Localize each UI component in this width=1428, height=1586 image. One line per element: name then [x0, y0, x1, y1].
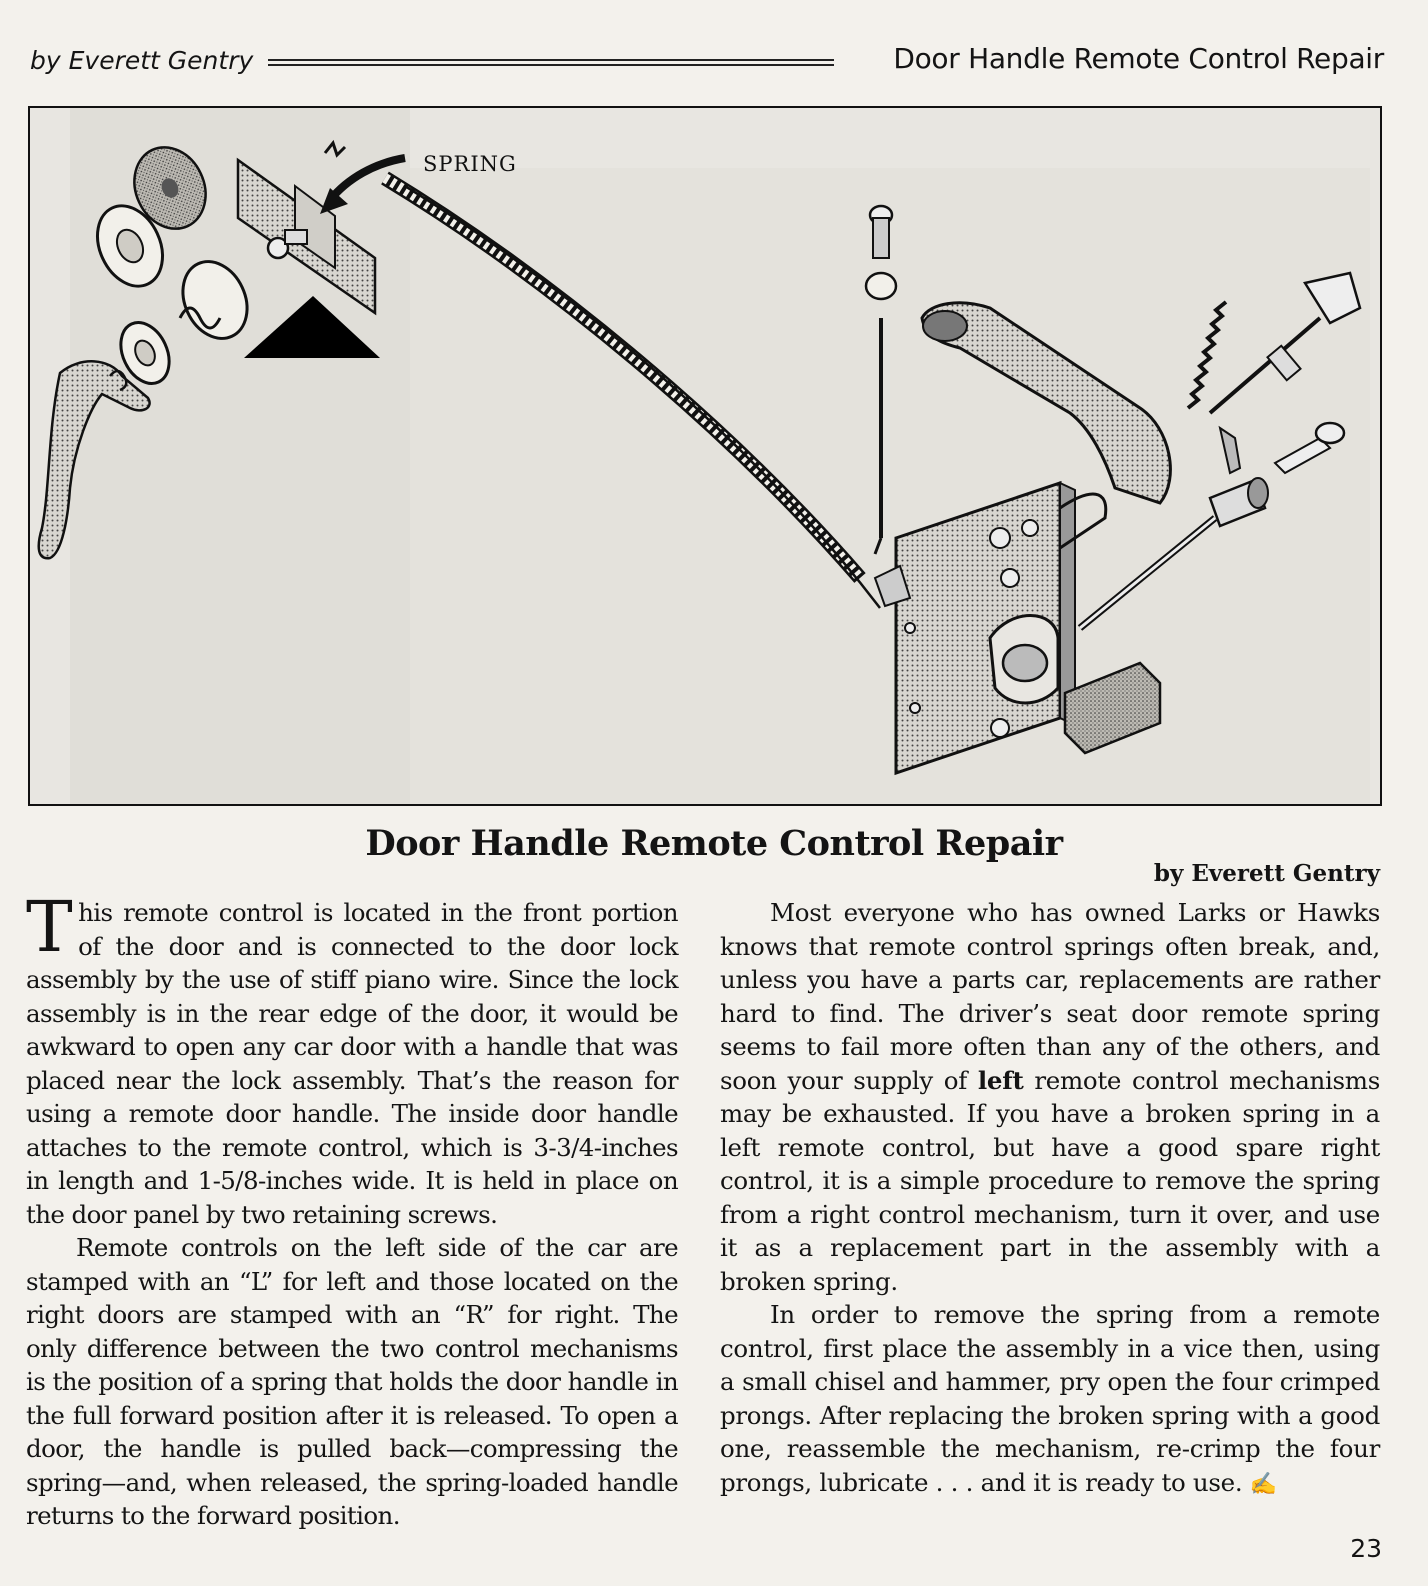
right-paragraph-1-part-a: Most everyone who has owned Larks or Hawks knows that remote control springs often break, and, unless you have a parts car, replacements are rather hard to find. The driver’s seat door remote spring seems to fail more often than any of the others, and soon your supply of: [720, 898, 1380, 1095]
door-handle-parts-illustration: [30, 108, 1380, 804]
header-rule: [268, 59, 834, 66]
figure-label-spring: SPRING: [423, 152, 517, 176]
article-byline: by Everett Gentry: [1153, 860, 1380, 887]
article-title: Door Handle Remote Control Repair: [365, 823, 1063, 864]
dropcap: T: [26, 886, 73, 968]
header-author: by Everett Gentry: [30, 46, 254, 75]
right-paragraph-2: [720, 1298, 1380, 1501]
right-paragraph-1-part-b: remote control mechanisms may be exhausted. If you have a broken spring in a left remote control, but have a good spare right control, it is a simple procedure to remove the spring from a right control mechanism, turn it over, and use it as a replacement part in the assembly with a broken spring.: [720, 1065, 1380, 1296]
left-paragraph-1-text: his remote control is located in the front portion of the door and is connected to the door lock assembly by the use of stiff piano wire. Since the lock assembly is in the rear edge of the door, it would be awkward to open any car door with a handle that was placed near the lock assembly. That’s the reason for using a remote door handle. The inside door handle attaches to the remote control, which is 3-3/4-inches in length and 1-5/8-inches wide. It is held in place on the door panel by two retaining screws.: [26, 898, 678, 1229]
right-paragraph-2-text: In order to remove the spring from a remote control, first place the assembly in a vice then, using a small chisel and hammer, pry open the four crimped prongs. After replacing the broken spring with a good one, reassemble the mechanism, re-crimp the four prongs, lubricate . . . and it is ready to use.: [720, 1300, 1380, 1497]
left-column: [26, 886, 678, 1533]
left-paragraph-2: Remote controls on the left side of the car are stamped with an “L” for left and those located on the right doors are stamped with an “R” for right. The only difference between the two control mechanisms is the position of a spring that holds the door handle in the full forward position after it is released. To open a door, the handle is pulled back—compressing the spring—and, when released, the spring-loaded handle returns to the forward position.: [26, 1233, 678, 1530]
right-paragraph-1-bold: left: [977, 1065, 1024, 1095]
right-paragraph-1: [720, 896, 1380, 1298]
header-title: Door Handle Remote Control Repair: [893, 42, 1384, 75]
right-column: [720, 896, 1380, 1501]
exploded-diagram-figure: [28, 106, 1382, 806]
page-number: 23: [1350, 1534, 1382, 1563]
end-mark-icon: ✍: [1249, 1471, 1277, 1497]
left-paragraph-1: [26, 886, 678, 1231]
